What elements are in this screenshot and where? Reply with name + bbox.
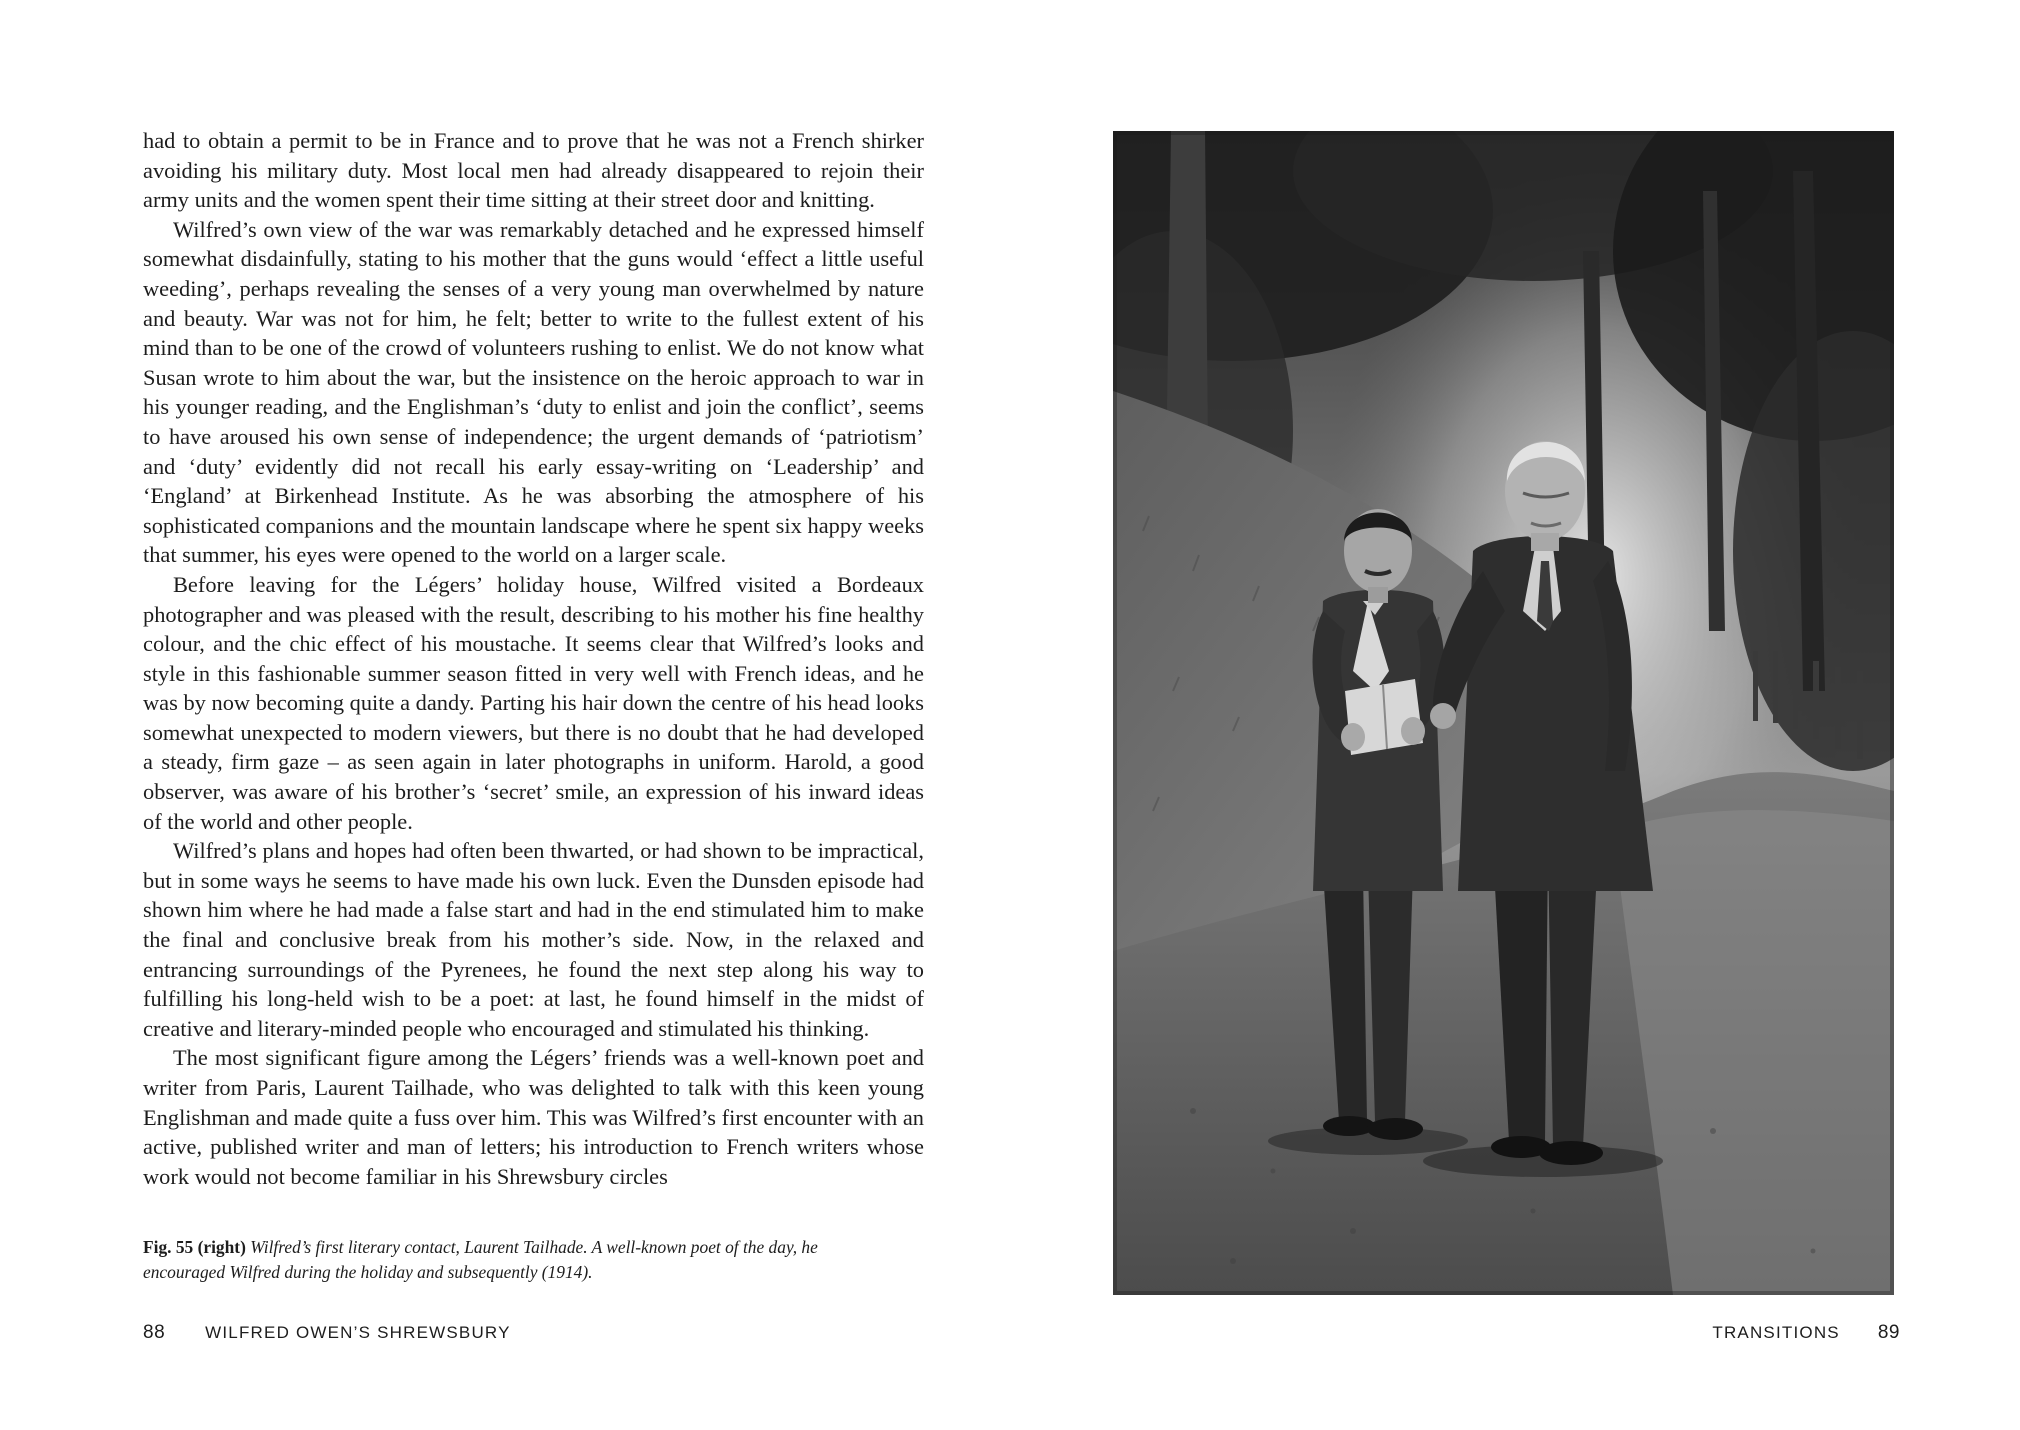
figure-caption bbox=[143, 1235, 903, 1285]
photograph-two-men-reading-icon bbox=[1113, 131, 1894, 1295]
left-running-title: WILFRED OWEN’S SHREWSBURY bbox=[205, 1323, 511, 1342]
paragraph-1: had to obtain a permit to be in France and to prove that he was not a French shirker avoiding his military duty. Most local men had already disappeared to rejoin their army units and the women spent their time sitting at their street door and knitting. bbox=[143, 128, 924, 213]
left-footer bbox=[143, 1322, 511, 1344]
paragraph-4: Wilfred’s plans and hopes had often been thwarted, or had shown to be impractical, but in some ways he seems to have made his own luck. Even the Dunsden episode had shown him where he had made a false start and had in the end stimulated him to make the final and conclusive break from his mother’s side. Now, in the relaxed and entrancing surroundings of the Pyrenees, he found the next step along his way to fulfilling his long-held wish to be a poet: at last, he found himself in the midst of creative and literary-minded people who encouraged and stimulated his thinking. bbox=[143, 838, 924, 1041]
paragraph-5: The most significant figure among the Légers’ friends was a well-known poet and writer from Paris, Laurent Tailhade, who was delighted to talk with this keen young Englishman and made quite a fuss over him. This was Wilfred’s first encounter with an active, published writer and man of letters; his introduction to French writers whose work would not become familiar in his Shrewsbury circles bbox=[143, 1045, 924, 1189]
caption-text: Wilfred’s first literary contact, Laurent Tailhade. A well-known poet of the day, he encouraged Wilfred during the holiday and subsequently (1914). bbox=[143, 1237, 818, 1282]
left-page-number: 88 bbox=[143, 1322, 166, 1343]
right-running-title: TRANSITIONS bbox=[1712, 1323, 1840, 1342]
right-footer bbox=[1712, 1322, 1900, 1344]
caption-label: Fig. 55 (right) bbox=[143, 1237, 246, 1257]
paragraph-3: Before leaving for the Légers’ holiday house, Wilfred visited a Bordeaux photographer and was pleased with the result, describing to his mother his fine healthy colour, and the chic effect of his moustache. It seems clear that Wilfred’s looks and style in this fashionable summer season fitted in very well with French ideas, and he was by now becoming quite a dandy. Parting his hair down the centre of his head looks somewhat unexpected to modern viewers, but there is no doubt that he had developed a steady, firm gaze – as seen again in later photographs in uniform. Harold, a good observer, was aware of his brother’s ‘secret’ smile, an expression of his inward ideas of the world and other people. bbox=[143, 571, 924, 834]
right-page-number: 89 bbox=[1877, 1322, 1900, 1343]
paragraph-2: Wilfred’s own view of the war was remarkably detached and he expressed himself somewhat disdainfully, stating to his mother that the guns would ‘effect a little useful weeding’, perhaps revealing the senses of a very young man overwhelmed by nature and beauty. War was not for him, he felt; better to write to the fullest extent of his mind than to be one of the crowd of volunteers rushing to enlist. We do not know what Susan wrote to him about the war, but the insistence on the heroic approach to war in his younger reading, and the Englishman’s ‘duty to enlist and join the conflict’, seems to have aroused his own sense of independence; the urgent demands of ‘patriotism’ and ‘duty’ evidently did not recall his early essay-writing on ‘Leadership’ and ‘England’ at Birkenhead Institute. As he was absorbing the atmosphere of his sophisticated companions and the mountain landscape where he spent six happy weeks that summer, his eyes were opened to the world on a larger scale. bbox=[143, 216, 924, 568]
body-text bbox=[143, 126, 924, 1191]
